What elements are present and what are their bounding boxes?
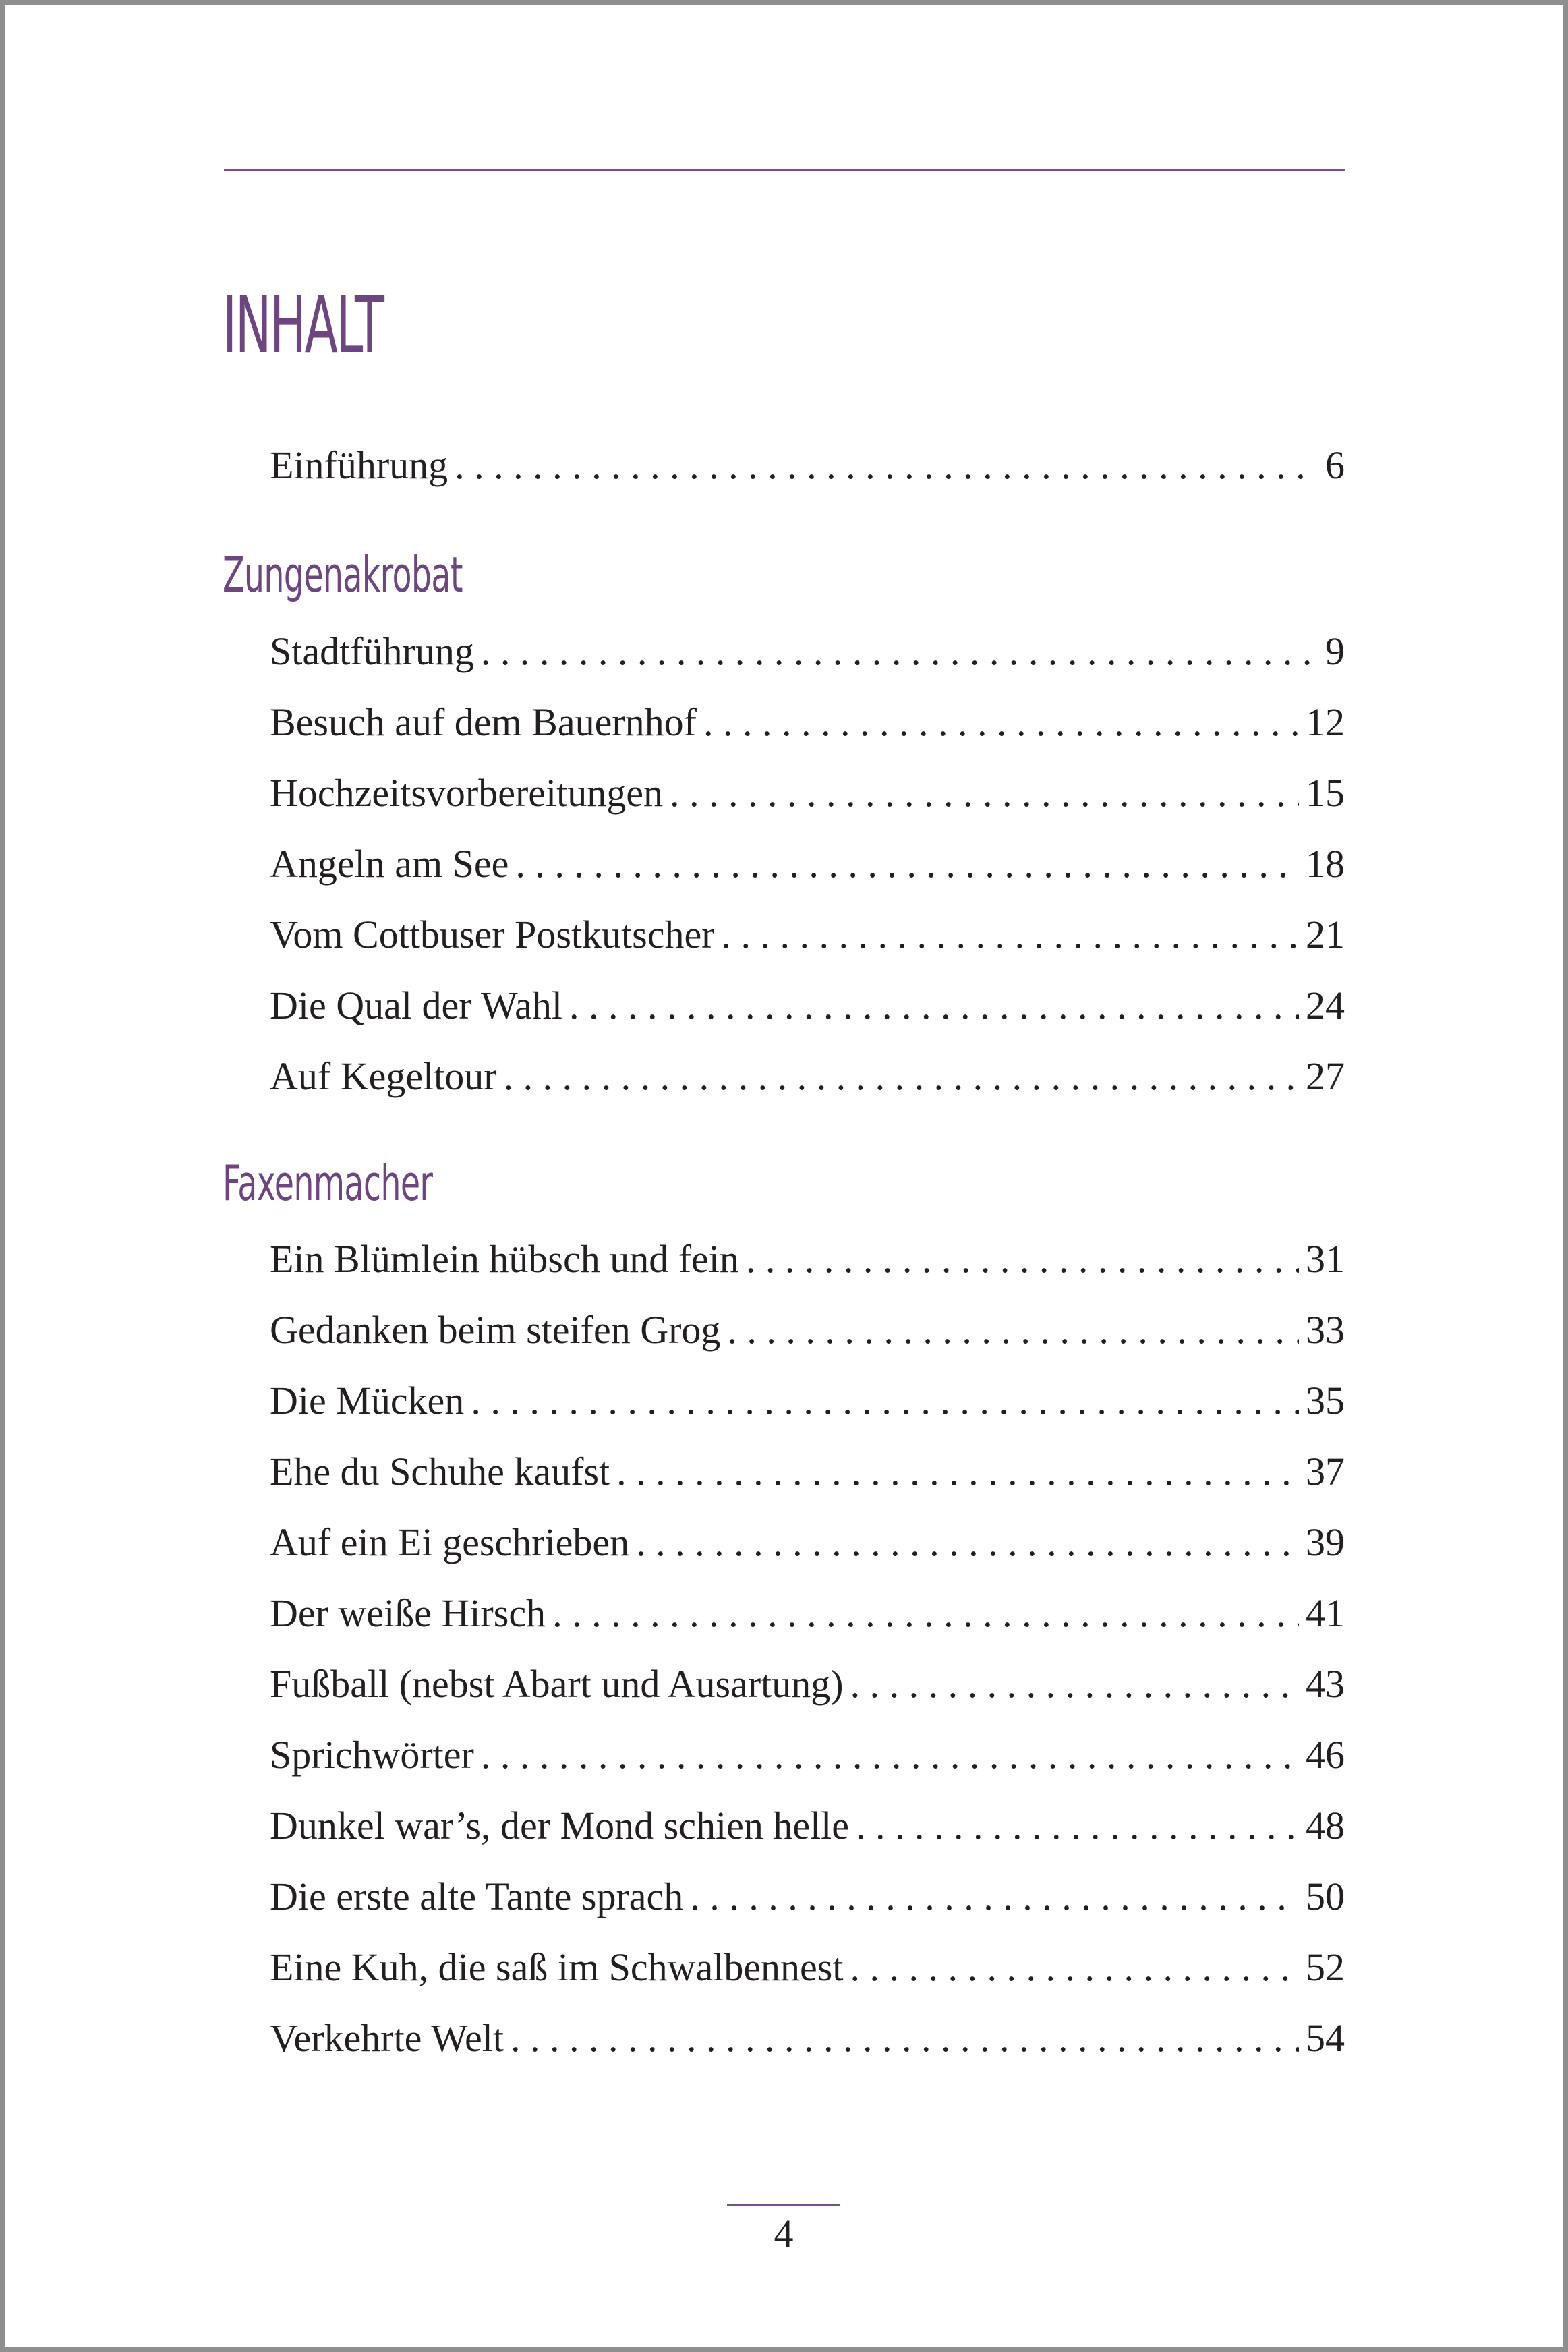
toc-entry-title: Gedanken beim steifen Grog xyxy=(270,1308,721,1352)
toc-entry-title: Vom Cottbuser Postkutscher xyxy=(270,913,715,956)
toc-entry-title: Ein Blümlein hübsch und fein xyxy=(270,1237,739,1281)
toc-entry-page: 41 xyxy=(1306,1591,1345,1635)
dot-leader xyxy=(722,908,1300,962)
toc-entry-page: 15 xyxy=(1306,771,1345,815)
dot-leader xyxy=(552,1586,1299,1640)
toc-entry[interactable] xyxy=(270,1303,1345,1357)
dot-leader xyxy=(504,1050,1299,1103)
dot-leader xyxy=(481,1728,1299,1782)
toc-entry-title: Besuch auf dem Bauernhof xyxy=(270,700,697,744)
toc-entry-page: 21 xyxy=(1306,913,1345,956)
top-rule xyxy=(224,169,1345,171)
dot-leader xyxy=(455,438,1318,492)
toc-entry-title: Die erste alte Tante sprach xyxy=(270,1874,684,1918)
toc-entry-intro[interactable] xyxy=(270,438,1345,492)
dot-leader xyxy=(481,625,1318,679)
toc-entry-page: 33 xyxy=(1306,1308,1345,1352)
toc-entry[interactable] xyxy=(270,1374,1345,1428)
page-title: INHALT xyxy=(223,280,383,371)
toc-entry-title: Die Mücken xyxy=(270,1379,465,1423)
toc-entry-title: Stadtführung xyxy=(270,629,474,673)
dot-leader xyxy=(727,1303,1299,1357)
dot-leader xyxy=(670,766,1299,820)
toc-entry-page: 46 xyxy=(1306,1733,1345,1777)
dot-leader xyxy=(850,1941,1300,1995)
toc-entry-page: 52 xyxy=(1306,1945,1345,1989)
toc-entry-page: 6 xyxy=(1325,443,1345,487)
toc-entry-page: 37 xyxy=(1306,1450,1345,1493)
page-number: 4 xyxy=(774,2212,794,2256)
dot-leader xyxy=(569,979,1299,1033)
dot-leader xyxy=(515,837,1299,891)
toc-entry-title: Angeln am See xyxy=(270,842,509,886)
toc-entry-page: 31 xyxy=(1306,1237,1345,1281)
toc-entry[interactable] xyxy=(270,1941,1345,1995)
toc-entry[interactable] xyxy=(270,979,1345,1033)
dot-leader xyxy=(850,1657,1299,1711)
toc-entry-title: Einführung xyxy=(270,443,448,487)
toc-entry[interactable] xyxy=(270,1445,1345,1499)
toc-entry[interactable] xyxy=(270,695,1345,749)
dot-leader xyxy=(616,1445,1299,1499)
toc-entry[interactable] xyxy=(270,1799,1345,1853)
toc-entry-title: Ehe du Schuhe kaufst xyxy=(270,1450,610,1493)
toc-entry-title: Eine Kuh, die saß im Schwalbennest xyxy=(270,1945,844,1989)
toc-entry-page: 54 xyxy=(1306,2016,1345,2060)
toc-entry-title: Auf Kegeltour xyxy=(270,1054,497,1098)
toc-entry-page: 39 xyxy=(1306,1520,1345,1564)
toc-entry-title: Fußball (nebst Abart und Ausartung) xyxy=(270,1662,844,1706)
toc-entry[interactable] xyxy=(270,1516,1345,1570)
toc-entry[interactable] xyxy=(270,2011,1345,2065)
dot-leader xyxy=(636,1516,1299,1570)
dot-leader xyxy=(471,1374,1299,1428)
toc-entry-page: 27 xyxy=(1306,1054,1345,1098)
toc-entry-page: 18 xyxy=(1306,842,1345,886)
toc-entry-title: Hochzeitsvorbereitungen xyxy=(270,771,664,815)
dot-leader xyxy=(703,695,1299,749)
toc-entry[interactable] xyxy=(270,837,1345,891)
toc-entry-page: 9 xyxy=(1325,629,1345,673)
toc-entry-title: Der weiße Hirsch xyxy=(270,1591,546,1635)
toc-entry[interactable] xyxy=(270,1728,1345,1782)
toc-entry-page: 43 xyxy=(1306,1662,1345,1706)
toc-entry[interactable] xyxy=(270,1232,1345,1286)
toc-entry-title: Auf ein Ei geschrieben xyxy=(270,1520,630,1564)
toc-entry[interactable] xyxy=(270,766,1345,820)
toc-entry-title: Sprichwörter xyxy=(270,1733,474,1777)
dot-leader xyxy=(856,1799,1299,1853)
toc-entry[interactable] xyxy=(270,1870,1345,1924)
toc-entry[interactable] xyxy=(270,1050,1345,1103)
toc-entry-title: Die Qual der Wahl xyxy=(270,983,562,1027)
toc-entry[interactable] xyxy=(270,1657,1345,1711)
toc-entry-title: Verkehrte Welt xyxy=(270,2016,504,2060)
toc-entry-page: 24 xyxy=(1306,983,1345,1027)
section-heading-faxenmacher: Faxenmacher xyxy=(223,1155,433,1211)
toc-entry[interactable] xyxy=(270,1586,1345,1640)
section-heading-zungenakrobat: Zungenakrobat xyxy=(223,546,463,603)
footer-rule xyxy=(727,2204,840,2206)
toc-entry-page: 35 xyxy=(1306,1379,1345,1423)
toc-entry-page: 12 xyxy=(1306,700,1345,744)
toc-entry[interactable] xyxy=(270,625,1345,679)
dot-leader xyxy=(746,1232,1299,1286)
dot-leader xyxy=(511,2011,1299,2065)
toc-entry-page: 48 xyxy=(1306,1804,1345,1847)
dot-leader xyxy=(690,1870,1299,1924)
toc-entry[interactable] xyxy=(270,908,1345,962)
toc-entry-page: 50 xyxy=(1306,1874,1345,1918)
toc-entry-title: Dunkel war’s, der Mond schien helle xyxy=(270,1804,850,1847)
